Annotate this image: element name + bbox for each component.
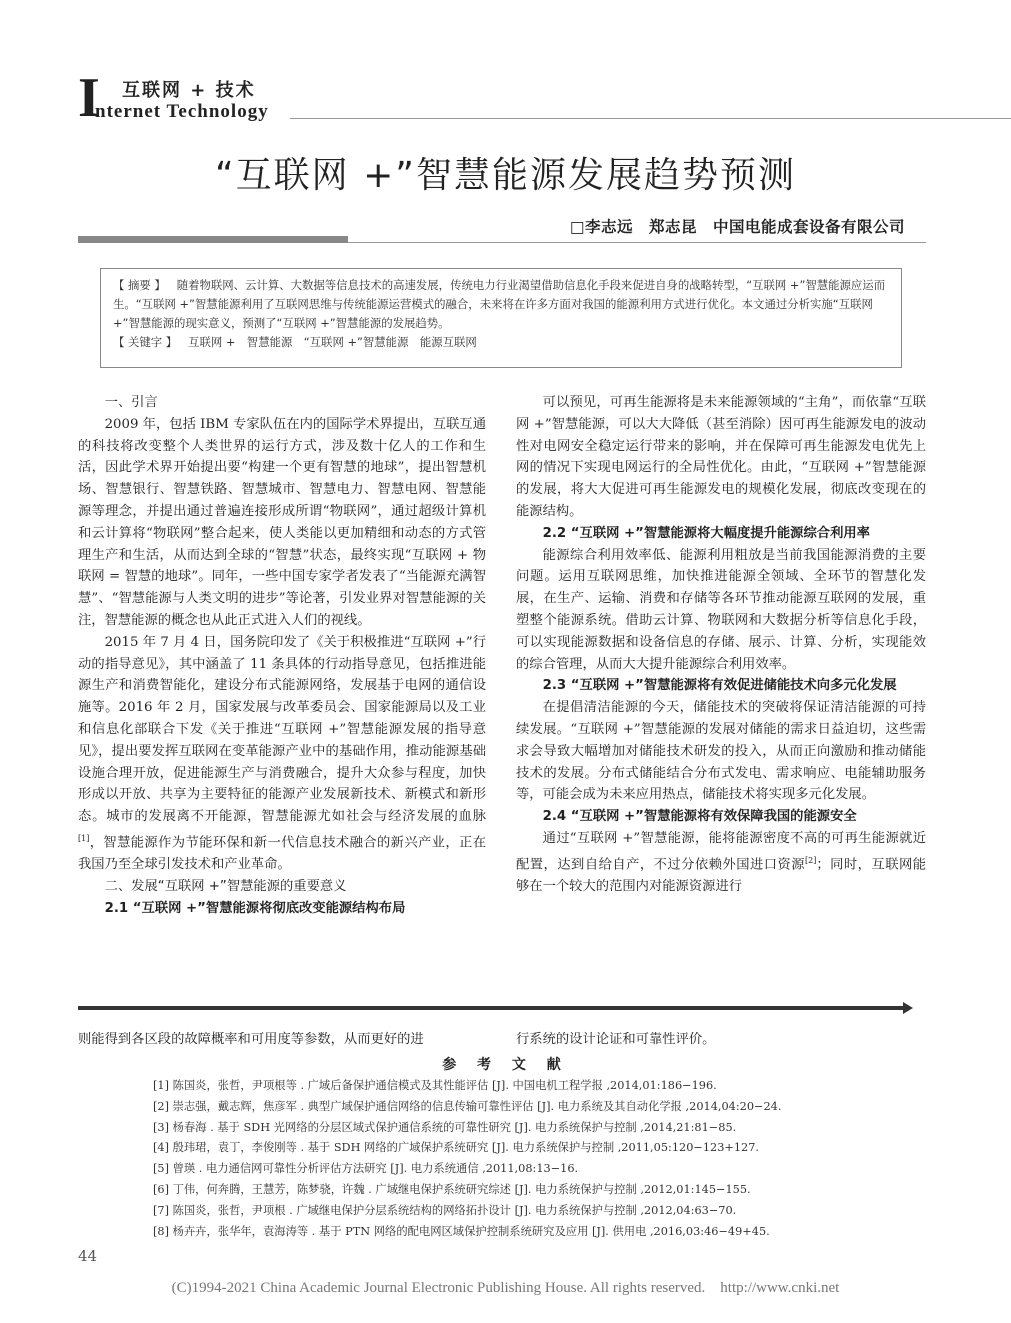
header-rule bbox=[290, 118, 1011, 119]
title-rule bbox=[348, 242, 926, 243]
paragraph bbox=[516, 828, 926, 898]
section-initial: I bbox=[78, 67, 100, 129]
copyright-footer: (C)1994-2021 China Academic Journal Electronic Publishing House. All rights reserved. http://www.cnki.net bbox=[171, 1280, 840, 1296]
abstract-label: 【 摘要 】 bbox=[113, 278, 166, 292]
paragraph bbox=[78, 632, 486, 876]
paragraph: 2009 年，包括 IBM 专家队伍在内的国际学术界提出，互联互通的科技将改变整个人类世界的运行方式，涉及数十亿人的工作和生活，因此学术界开始提出要“构建一个更有智慧的地球”，提出智慧机场、智慧银行、智慧铁路、智慧城市、智慧电力、智慧电网、智慧能源等理念，并提出通过普遍连接形成所谓“物联网”，通过超级计算机和云计算将“物联网”整合起来，使人类能以更加精细和动态的方式管理生产和生活，从而达到全球的“智慧”状态，最终实现“互联网 + 物联网 = 智慧的地球”。同年，一些中国专家学者发表了“当能源充满智慧”、“智慧能源与人类文明的进步”等论著，引发业界对智慧能源的关注，智慧能源的概念也从此正式进入人们的视线。 bbox=[78, 416, 486, 628]
title-bar bbox=[78, 236, 348, 243]
abstract bbox=[113, 276, 889, 333]
paragraph: 可以预见，可再生能源将是未来能源领域的“主角”，而依靠“互联网 +”智慧能源，可以大大降低（甚至消除）因可再生能源发电的波动性对电网安全稳定运行带来的影响，并在保障可再生能源发电优先上网的情况下实现电网运行的全局性优化。由此，“互联网 +”智慧能源的发展，将大大促进可再生能源发电的规模化发展，彻底改变现在的能源结构。 bbox=[516, 395, 926, 519]
page-number: 44 bbox=[78, 1247, 98, 1265]
reference-item: [6] 丁伟，何奔腾，王慧芳，陈梦骁，许魏 . 广域继电保护系统研究综述 [J]. 电力系统保护与控制 ,2012,01:145−155. bbox=[153, 1182, 751, 1196]
reference-item: [5] 曾瑛 . 电力通信网可靠性分析评估方法研究 [J]. 电力系统通信 ,2011,08:13−16. bbox=[153, 1162, 579, 1176]
reference-item: [2] 崇志强，戴志辉，焦彦军 . 典型广域保护通信网络的信息传输可靠性评估 [J]. 电力系统及其自动化学报 ,2014,04:20−24. bbox=[153, 1099, 782, 1113]
heading-2-1: 2.1 “互联网 +”智慧能源将彻底改变能源结构布局 bbox=[104, 900, 406, 916]
reference-item: [8] 杨卉卉，张华年，袁海涛等 . 基于 PTN 网络的配电网区域保护控制系统研究及应用 [J]. 供用电 ,2016,03:46−49+45. bbox=[153, 1224, 770, 1238]
continuation-left: 则能得到各区段的故障概率和可用度等参数，从而更好的进 bbox=[78, 1032, 424, 1047]
heading-2-2: 2.2 “互联网 +”智慧能源将大幅度提升能源综合利用率 bbox=[542, 525, 870, 541]
paragraph-text: ；同时，互联网能够在一个较大的范围内对能源资源进行 bbox=[516, 857, 927, 894]
paragraph-text: ，智慧能源作为节能环保和新一代信息技术融合的新兴产业，正在我国乃至全球引发技术和产业革命。 bbox=[78, 835, 486, 873]
references-list bbox=[153, 1076, 913, 1242]
abstract-text: 随着物联网、云计算、大数据等信息技术的高速发展，传统电力行业渴望借助信息化手段来促进自身的战略转型，“互联网 +”智慧能源应运而生。“互联网 +”智慧能源利用了互联网思维与传统能源运营模式的融合，未来将在许多方面对我国的能源利用方式进行优化。本文通过分析实施“互联网 +”智慧能源的现实意义，预测了“互联网 +”智慧能源的发展趋势。 bbox=[113, 278, 886, 330]
reference-item: [3] 杨春海 . 基于 SDH 光网络的分层区域式保护通信系统的可靠性研究 [J]. 电力系统保护与控制 ,2014,21:81−85. bbox=[153, 1120, 737, 1134]
section-name-en: nternet Technology bbox=[95, 101, 269, 122]
paragraph: 在提倡清洁能源的今天，储能技术的突破将保证清洁能源的可持续发展。“互联网 +”智慧能源的发展对储能的需求日益迫切，这些需求会导致大幅增加对储能技术研发的投入，从而正向激励和推动储能技术的发展。分布式储能结合分布式发电、需求响应、电能辅助服务等，可能会成为未来应用热点，储能技术将实现多元化发展。 bbox=[516, 700, 926, 803]
heading-2-3: 2.3 “互联网 +”智慧能源将有效促进储能技术向多元化发展 bbox=[542, 678, 897, 694]
abstract-box bbox=[100, 268, 902, 368]
authors: □李志远 郑志昆 中国电能成套设备有限公司 bbox=[569, 218, 905, 236]
keywords bbox=[113, 333, 889, 352]
keywords-text: 互联网 + 智慧能源 “互联网 +”智慧能源 能源互联网 bbox=[188, 335, 477, 349]
reference-item: [7] 陈国炎，张哲，尹项根 . 广域继电保护分层系统结构的网络拓扑设计 [J]. 电力系统保护与控制 ,2012,04:63−70. bbox=[153, 1203, 737, 1217]
citation: [2] bbox=[805, 855, 817, 865]
paragraph-text: 通过“互联网 +”智慧能源，能将能源密度不高的可再生能源就近配置，达到自给自产，不过分依赖外国进口资源 bbox=[516, 830, 926, 873]
left-column bbox=[78, 392, 486, 920]
reference-item: [1] 陈国炎，张哲，尹项根等 . 广域后备保护通信模式及其性能评估 [J]. 中国电机工程学报 ,2014,01:186−196. bbox=[153, 1079, 717, 1092]
continuation-right: 行系统的设计论证和可靠性评价。 bbox=[516, 1032, 716, 1047]
paragraph: 能源综合利用效率低、能源利用粗放是当前我国能源消费的主要问题。运用互联网思维，加快推进能源全领域、全环节的智慧化发展，在生产、运输、消费和存储等各环节推动能源互联网的发展，重塑整个能源系统。借助云计算、物联网和大数据分析等信息化手段，可以实现能源数据和设备信息的存储、展示、计算、分析，实现能效的综合管理，从而大大提升能源综合利用效率。 bbox=[516, 547, 926, 672]
right-column bbox=[516, 392, 926, 898]
reference-item: [4] 殷玮珺，袁丁，李俊刚等 . 基于 SDH 网络的广域保护系统研究 [J]. 电力系统保护与控制 ,2011,05:120−123+127. bbox=[153, 1141, 760, 1155]
heading-2-4: 2.4 “互联网 +”智慧能源将有效保障我国的能源安全 bbox=[542, 809, 857, 825]
page-divider bbox=[78, 1006, 903, 1010]
references-title: 参 考 文 献 bbox=[442, 1057, 569, 1073]
section-name-cn: 互联网 + 技术 bbox=[122, 80, 256, 101]
heading-section-2: 二、发展“互联网 +”智慧能源的重要意义 bbox=[104, 878, 347, 894]
article-title: “互联网 +”智慧能源发展趋势预测 bbox=[215, 155, 796, 196]
citation: [1] bbox=[78, 833, 90, 843]
heading-introduction: 一、引言 bbox=[104, 395, 158, 410]
divider-arrow-icon bbox=[903, 1002, 913, 1014]
keywords-label: 【 关键字 】 bbox=[113, 335, 178, 349]
paragraph-text: 2015 年 7 月 4 日，国务院印发了《关于积极推进“互联网 +”行动的指导意见》，其中涵盖了 11 条具体的行动指导意见，包括推进能源生产和消费智能化，建设分布式能源网络，发展基于电网的通信设施等。2016 年 2 月，国家发展与改革委员会、国家能源局以及工业和信息化部联合下发《关于推进“互联网 +”智慧能源发展的指导意见》，提出要发挥互联网在变革能源产业中的基础作用，推动能源基础设施合理开放，促进能源生产与消费融合，提升大众参与程度，加快形成以开放、共享为主要特征的能源产业发展新技术、新模式和新形态。城市的发展离不开能源，智慧能源尤如社会与经济发展的血脉 bbox=[78, 634, 486, 825]
